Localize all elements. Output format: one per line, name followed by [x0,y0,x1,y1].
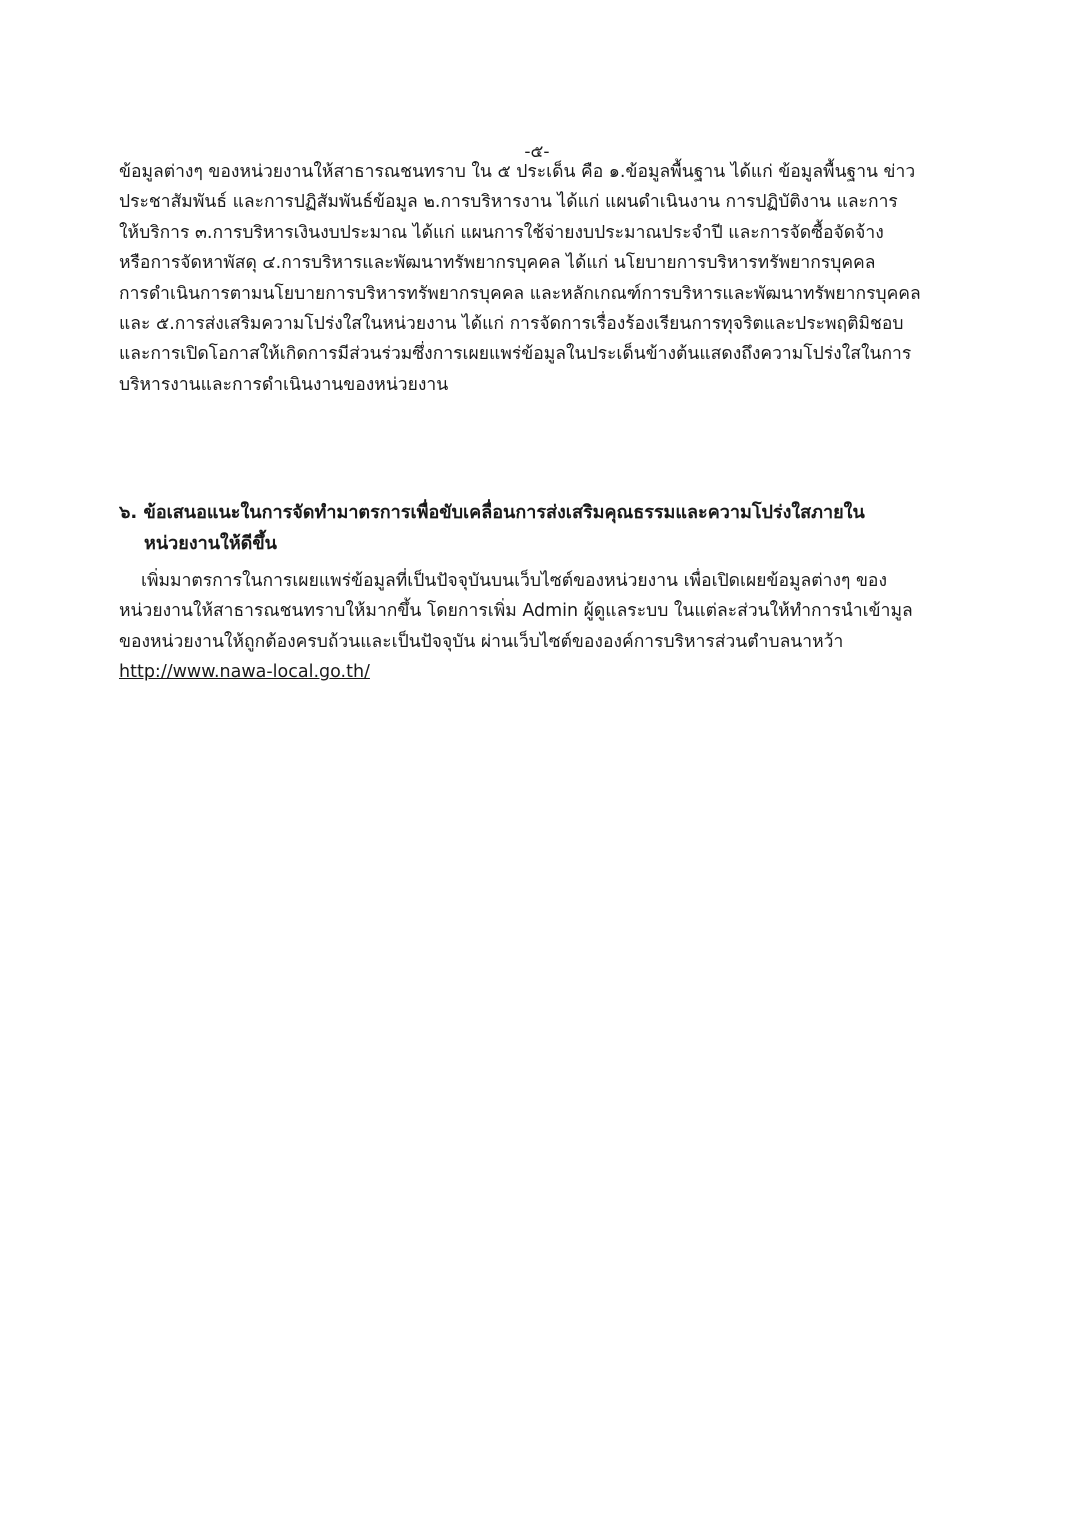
paragraph-disclosure-topics [119,157,949,400]
website-link[interactable]: http://www.nawa-local.go.th/ [119,662,370,683]
paragraph-line: และการเปิดโอกาสให้เกิดการมีส่วนร่วมซึ่งการเผยแพร่ข้อมูลในประเด็นข้างต้นแสดงถึงความโปร่งใสในการ [119,344,912,365]
page-number: -๕- [524,142,550,162]
section-6-heading [119,497,949,559]
section-6-body [119,566,949,688]
paragraph-line: บริหารงานและการดำเนินงานของหน่วยงาน [119,374,449,395]
paragraph-line: ให้บริการ ๓.การบริหารเงินงบประมาณ ได้แก่ แผนการใช้จ่ายงบประมาณประจำปี และการจัดซื้อจัดจ้าง [119,222,884,243]
paragraph-line: เพิ่มมาตรการในการเผยแพร่ข้อมูลที่เป็นปัจจุบันบนเว็บไซต์ของหน่วยงาน เพื่อเปิดเผยข้อมูลต่างๆ ของ [141,571,887,591]
paragraph-line: ข้อมูลต่างๆ ของหน่วยงานให้สาธารณชนทราบ ใน ๕ ประเด็น คือ ๑.ข้อมูลพื้นฐาน ได้แก่ ข้อมูลพื้นฐาน ข่าว [119,162,916,182]
paragraph-line: การดำเนินการตามนโยบายการบริหารทรัพยากรบุคคล และหลักเกณฑ์การบริหารและพัฒนาทรัพยากรบุคคล [119,283,921,304]
heading-line: หน่วยงานให้ดีขึ้น [144,533,277,554]
paragraph-line: ของหน่วยงานให้ถูกต้องครบถ้วนและเป็นปัจจุบัน ผ่านเว็บไซต์ขององค์การบริหารส่วนตำบลนาหว้า [119,631,844,652]
paragraph-line: ประชาสัมพันธ์ และการปฏิสัมพันธ์ข้อมูล ๒.การบริหารงาน ได้แก่ แผนดำเนินงาน การปฏิบัติงาน และการ [119,192,898,213]
heading-line: ๖. ข้อเสนอแนะในการจัดทำมาตรการเพื่อขับเคลื่อนการส่งเสริมคุณธรรมและความโปร่งใสภายใน [119,502,865,523]
paragraph-line: หรือการจัดหาพัสดุ ๔.การบริหารและพัฒนาทรัพยากรบุคคล ได้แก่ นโยบายการบริหารทรัพยากรบุคคล [119,253,876,274]
paragraph-line: หน่วยงานให้สาธารณชนทราบให้มากขึ้น โดยการเพิ่ม Admin ผู้ดูแลระบบ ในแต่ละส่วนให้ทำการนำเข้ามูล [119,601,913,622]
paragraph-line: และ ๕.การส่งเสริมความโปร่งใสในหน่วยงาน ได้แก่ การจัดการเรื่องร้องเรียนการทุจริตและประพฤติมิชอบ [119,313,904,334]
link-line [119,657,949,687]
